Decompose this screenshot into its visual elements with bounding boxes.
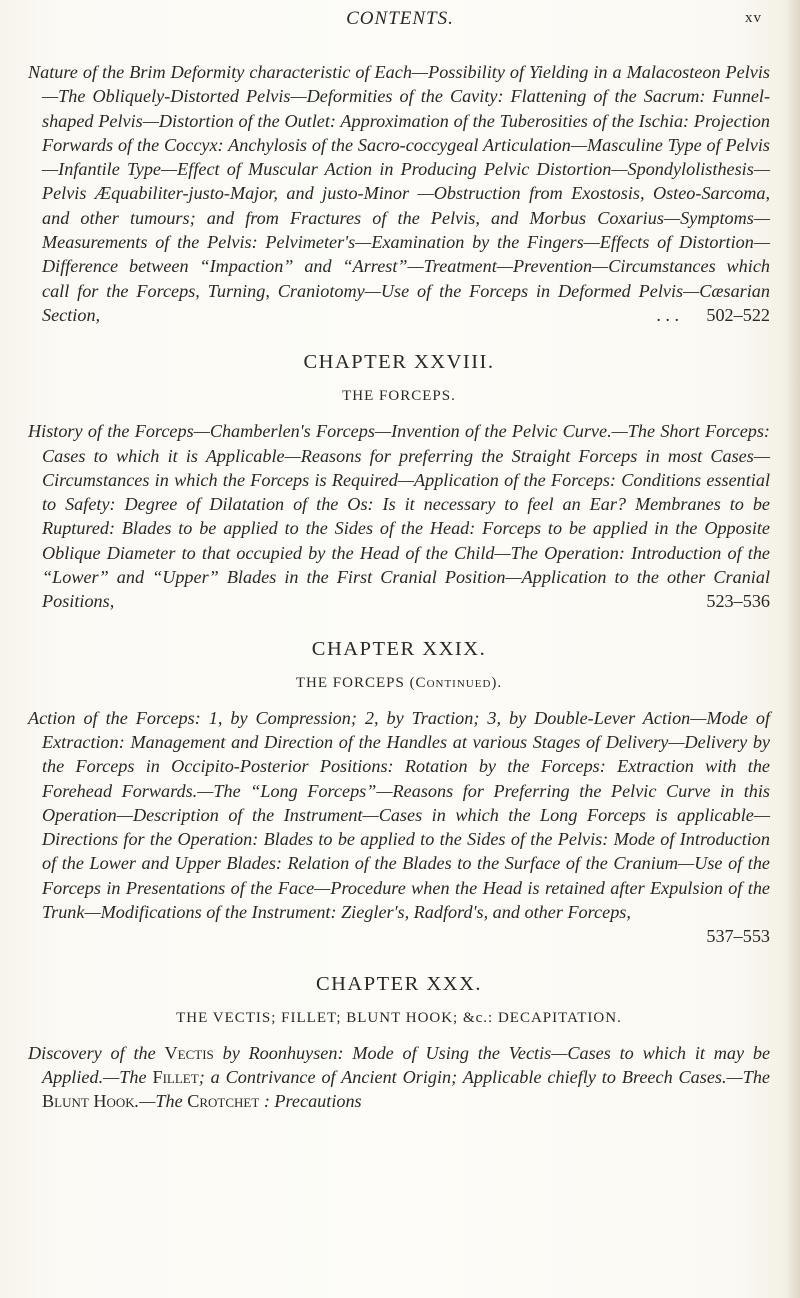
chapter-subheading-main: THE FORCEPS: [295, 674, 405, 691]
chapter-heading: CHAPTER XXX.: [315, 972, 483, 995]
chapter-subheading: [28, 675, 770, 692]
term-crotchet: Crotchet: [187, 1091, 260, 1112]
continued-entry-page-range: 502–522: [706, 304, 770, 325]
continued-entry-pages: [656, 303, 770, 327]
summary-text: .—The: [134, 1091, 183, 1112]
running-title: CONTENTS.: [346, 8, 454, 29]
chapter-summary-text: Action of the Forceps: 1, by Compression; 2, by Traction; 3, by Double-Lever Action—Mode of Extraction: Management and Direction of the Handles at various Stages of Delivery—Delivery by the Forceps in Occipito-Posterior Positions: Rotation by the Forceps: Extraction with the Forehead Forwards.—The “Long Forceps”—Reasons for Preferring the Pelvic Curve in this Operation—Description of the Instrument—Cases in which the Long Forceps is applicable—Directions for the Operation: Blades to be applied to the Sides of the Pelvis: Mode of Introduction of the Lower and Upper Blades: Relation of the Blades to the Surface of the Cranium—Use of the Forceps in Presentations of the Face—Procedure when the Head is retained after Expulsion of the Trunk—Modifications of the Instrument: Ziegler's, Radford's, and other Forceps,: [28, 707, 770, 923]
chapter-29: [28, 638, 770, 949]
continued-entry-text: Nature of the Brim Deformity characteristic of Each—Possibility of Yielding in a Malacosteon Pelvis—The Obliquely-Distorted Pelvis—Deformities of the Cavity: Flattening of the Sacrum: Funnel-shaped Pelvis—Distortion of the Outlet: Approximation of the Tuberosities of the Ischia: Projection Forwards of the Coccyx: Anchylosis of the Sacro-coccygeal Articulation—Masculine Type of Pelvis—Infantile Type—Effect of Muscular Action in Producing Pelvic Distortion—Spondylolisthesis—Pelvis Æquabiliter-justo-Major, and justo-Minor —Obstruction from Exostosis, Osteo-Sarcoma, and other tumours; and from Fractures of the Pelvis, and Morbus Coxarius—Symptoms—Measurements of the Pelvis: Pelvimeter's—Examination by the Fingers—Effects of Distortion—Difference between “Impaction” and “Arrest”—Treatment—Prevention—Circumstances which call for the Forceps, Turning, Craniotomy—Use of the Forceps in Deformed Pelvis—Cæsarian Section,: [28, 62, 770, 325]
contents-body: [28, 60, 770, 1114]
chapter-30: [28, 973, 770, 1114]
chapter-subheading: THE VECTIS; FILLET; BLUNT HOOK; &c.: DECAPITATION.: [176, 1009, 622, 1026]
chapter-heading: CHAPTER XXIX.: [311, 637, 487, 660]
summary-text: Discovery of the: [28, 1042, 156, 1063]
chapter-summary-text: History of the Forceps—Chamberlen's Forceps—Invention of the Pelvic Curve.—The Short Forceps: Cases to which it is Applicable—Reasons for preferring the Straight Forceps in most Cases—Circumstances in which the Forceps is Required—Application of the Forceps: Conditions essential to Safety: Degree of Dilatation of the Os: Is it necessary to feel an Ear? Membranes to be Ruptured: Blades to be applied to the Sides of the Head: Forceps to be applied in the Opposite Oblique Diameter to that occupied by the Head of the Child—The Operation: Introduction of the “Lower” and “Upper” Blades in the First Cranial Position—Application to the other Cranial Positions,: [28, 421, 770, 612]
continued-entry-leaders: . . .: [656, 304, 680, 325]
chapter-28: [28, 351, 770, 613]
running-head: [0, 6, 800, 36]
continued-entry: [28, 60, 770, 327]
chapter-subheading: THE FORCEPS.: [342, 388, 456, 405]
page-number: xv: [745, 10, 762, 26]
chapter-summary: [28, 706, 770, 949]
chapter-pages: 523–536: [706, 591, 770, 612]
chapter-pages: 537–553: [706, 926, 770, 947]
chapter-summary: [28, 1041, 770, 1114]
summary-text: : Precautions: [263, 1091, 362, 1112]
summary-text: ; a Contrivance of Ancient Origin; Applicable chiefly to Breech Cases.—The: [198, 1066, 771, 1087]
chapter-subheading-note: (Continued).: [409, 674, 503, 691]
summary-text: by Roonhuysen: Mode of Using the Vectis—Cases to which it may be Applied.—The: [42, 1042, 771, 1087]
term-blunt-hook: Blunt Hook: [42, 1091, 135, 1112]
term-vectis: Vectis: [164, 1042, 214, 1063]
chapter-heading: CHAPTER XXVIII.: [303, 351, 495, 374]
term-fillet: Fillet: [152, 1066, 199, 1087]
chapter-summary: [28, 419, 770, 613]
